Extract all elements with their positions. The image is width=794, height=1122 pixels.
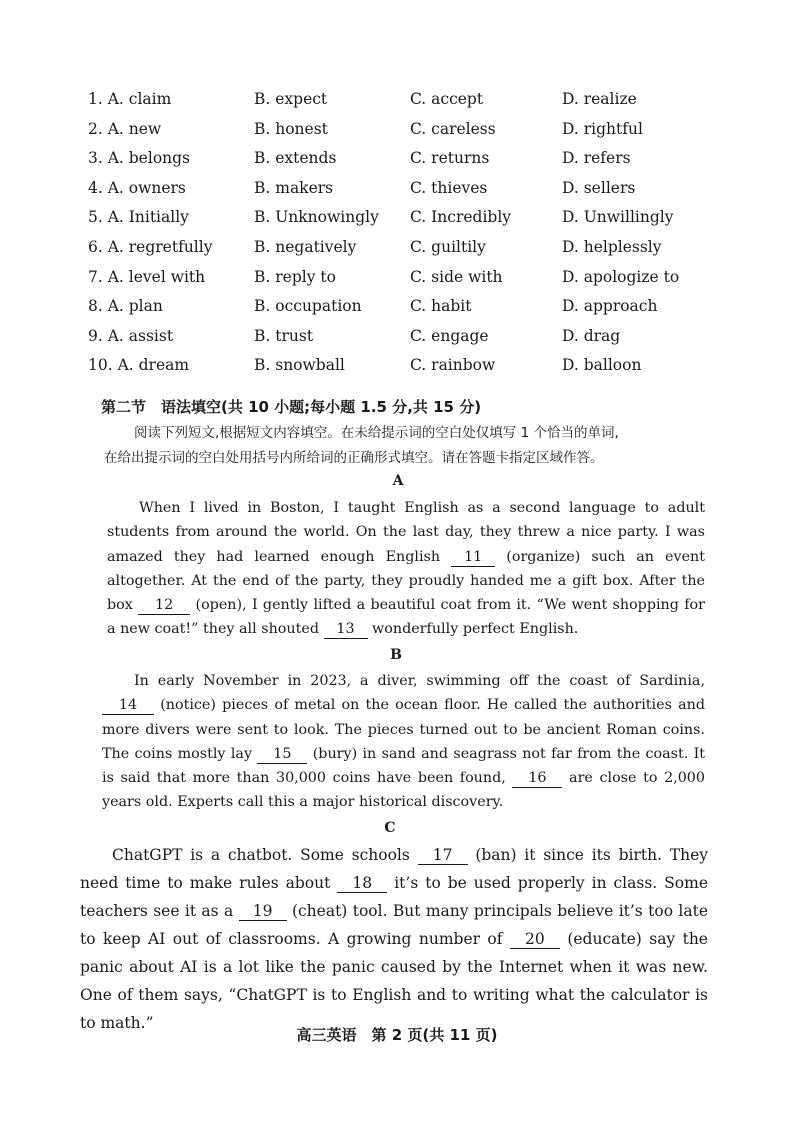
section-instructions <box>104 421 714 471</box>
option-a: 6. A. regretfully <box>88 237 213 256</box>
option-a: 9. A. assist <box>88 326 174 345</box>
blank-18[interactable]: 18 <box>337 874 387 893</box>
option-c: C. accept <box>410 90 484 108</box>
passage-text: (organize) such an event altogether. At the end of the party, they proudly handed me a gift box. After the box <box>107 548 705 614</box>
page-footer: 高三英语 第 2 页(共 11 页) <box>296 1026 498 1044</box>
passage-label: C <box>384 820 396 836</box>
passage-c <box>80 841 708 1037</box>
passage-text: When I lived in Boston, I taught English as a second language to adult students from around the world. On the last day, they threw a nice party. I was amazed they had learned enough English <box>107 500 705 565</box>
option-c: C. Incredibly <box>410 208 512 227</box>
option-c: C. thieves <box>410 178 488 197</box>
option-d: D. rightful <box>562 119 643 138</box>
blank-15[interactable]: 15 <box>257 745 307 764</box>
option-a: 8. A. plan <box>88 297 163 316</box>
option-b: B. reply to <box>254 267 336 286</box>
instruction-line: 在给出提示词的空白处用括号内所给词的正确形式填空。请在答题卡指定区域作答。 <box>104 450 604 466</box>
option-d: D. sellers <box>562 178 636 197</box>
option-row <box>88 116 708 146</box>
option-b: B. makers <box>254 178 334 197</box>
option-c: C. habit <box>410 297 472 316</box>
option-d: D. balloon <box>562 356 642 375</box>
option-a: 3. A. belongs <box>88 149 191 168</box>
option-b: B. negatively <box>254 237 357 256</box>
option-row <box>88 352 708 382</box>
option-row <box>88 264 708 294</box>
option-d: D. drag <box>562 326 621 345</box>
passage-text: In early November in 2023, a diver, swimming off the coast of Sardinia, <box>134 673 705 689</box>
blank-17[interactable]: 17 <box>418 846 468 865</box>
passage-text: are close to 2,000 years old. Experts call this a major historical discovery. <box>102 770 705 811</box>
option-row <box>88 204 708 234</box>
cloze-options <box>88 86 708 382</box>
passage-text: ChatGPT is a chatbot. Some schools <box>112 846 418 864</box>
blank-19[interactable]: 19 <box>239 902 287 921</box>
option-d: D. approach <box>562 297 658 316</box>
option-a: 5. A. Initially <box>88 208 189 227</box>
section-title: 第二节 语法填空(共 10 小题;每小题 1.5 分,共 15 分) <box>101 398 482 416</box>
option-b: B. snowball <box>254 356 345 375</box>
option-b: B. Unknowingly <box>254 208 379 227</box>
option-b: B. honest <box>254 119 328 138</box>
passage-a <box>107 496 705 642</box>
passage-text: (bury) in sand and seagrass not far from the coast. It is said that more than 30,000 coins have been found, <box>102 745 705 787</box>
option-row <box>88 145 708 175</box>
option-a: 7. A. level with <box>88 267 206 286</box>
blank-14[interactable]: 14 <box>102 696 154 715</box>
blank-16[interactable]: 16 <box>512 769 562 788</box>
option-a: 1. A. claim <box>88 90 172 108</box>
option-a: 4. A. owners <box>88 178 186 197</box>
option-c: C. guiltily <box>410 237 486 256</box>
blank-12[interactable]: 12 <box>138 596 190 615</box>
option-b: B. occupation <box>254 297 362 316</box>
option-row <box>88 175 708 205</box>
passage-text: wonderfully perfect English. <box>367 621 579 638</box>
passage-b <box>102 669 705 815</box>
option-c: C. returns <box>410 149 490 168</box>
passage-label: B <box>390 647 402 663</box>
blank-13[interactable]: 13 <box>324 620 368 639</box>
passage-text: (educate) say the panic about AI is a lot like the panic caused by the Internet when it was new. One of them says, “ChatGPT is to English and to writing what the calculator is to math.” <box>80 930 708 1032</box>
option-d: D. realize <box>562 90 637 108</box>
option-d: D. refers <box>562 149 631 168</box>
passage-text: it’s to be used properly in class. Some teachers see it as a <box>80 874 708 920</box>
passage-text: (notice) pieces of metal on the ocean floor. He called the authorities and more divers were sent to look. The pieces turned out to be ancient Roman coins. The coins mostly lay <box>102 697 705 762</box>
passage-label: A <box>392 473 404 489</box>
blank-20[interactable]: 20 <box>510 930 560 949</box>
option-a: 2. A. new <box>88 119 162 138</box>
passage-text: (ban) it since its birth. They need time to make rules about <box>80 846 708 892</box>
instruction-line: 阅读下列短文,根据短文内容填空。在未给提示词的空白处仅填写 1 个恰当的单词, <box>134 425 619 441</box>
option-row <box>88 234 708 264</box>
option-row <box>88 86 708 116</box>
option-d: D. apologize to <box>562 267 680 286</box>
passage-text: (cheat) tool. But many principals believe it’s too late to keep AI out of classrooms. A growing number of <box>80 902 708 948</box>
option-b: B. expect <box>254 90 328 108</box>
option-d: D. helplessly <box>562 237 662 256</box>
option-row <box>88 293 708 323</box>
option-c: C. engage <box>410 326 489 345</box>
option-row <box>88 323 708 353</box>
option-a: 10. A. dream <box>88 356 190 375</box>
blank-11[interactable]: 11 <box>451 548 495 567</box>
option-d: D. Unwillingly <box>562 208 674 227</box>
option-c: C. rainbow <box>410 356 496 375</box>
option-c: C. side with <box>410 267 503 286</box>
option-b: B. trust <box>254 326 314 345</box>
passage-text: (open), I gently lifted a beautiful coat from it. “We went shopping for a new coat!” they all shouted <box>107 597 705 638</box>
option-b: B. extends <box>254 149 337 168</box>
option-c: C. careless <box>410 119 496 138</box>
